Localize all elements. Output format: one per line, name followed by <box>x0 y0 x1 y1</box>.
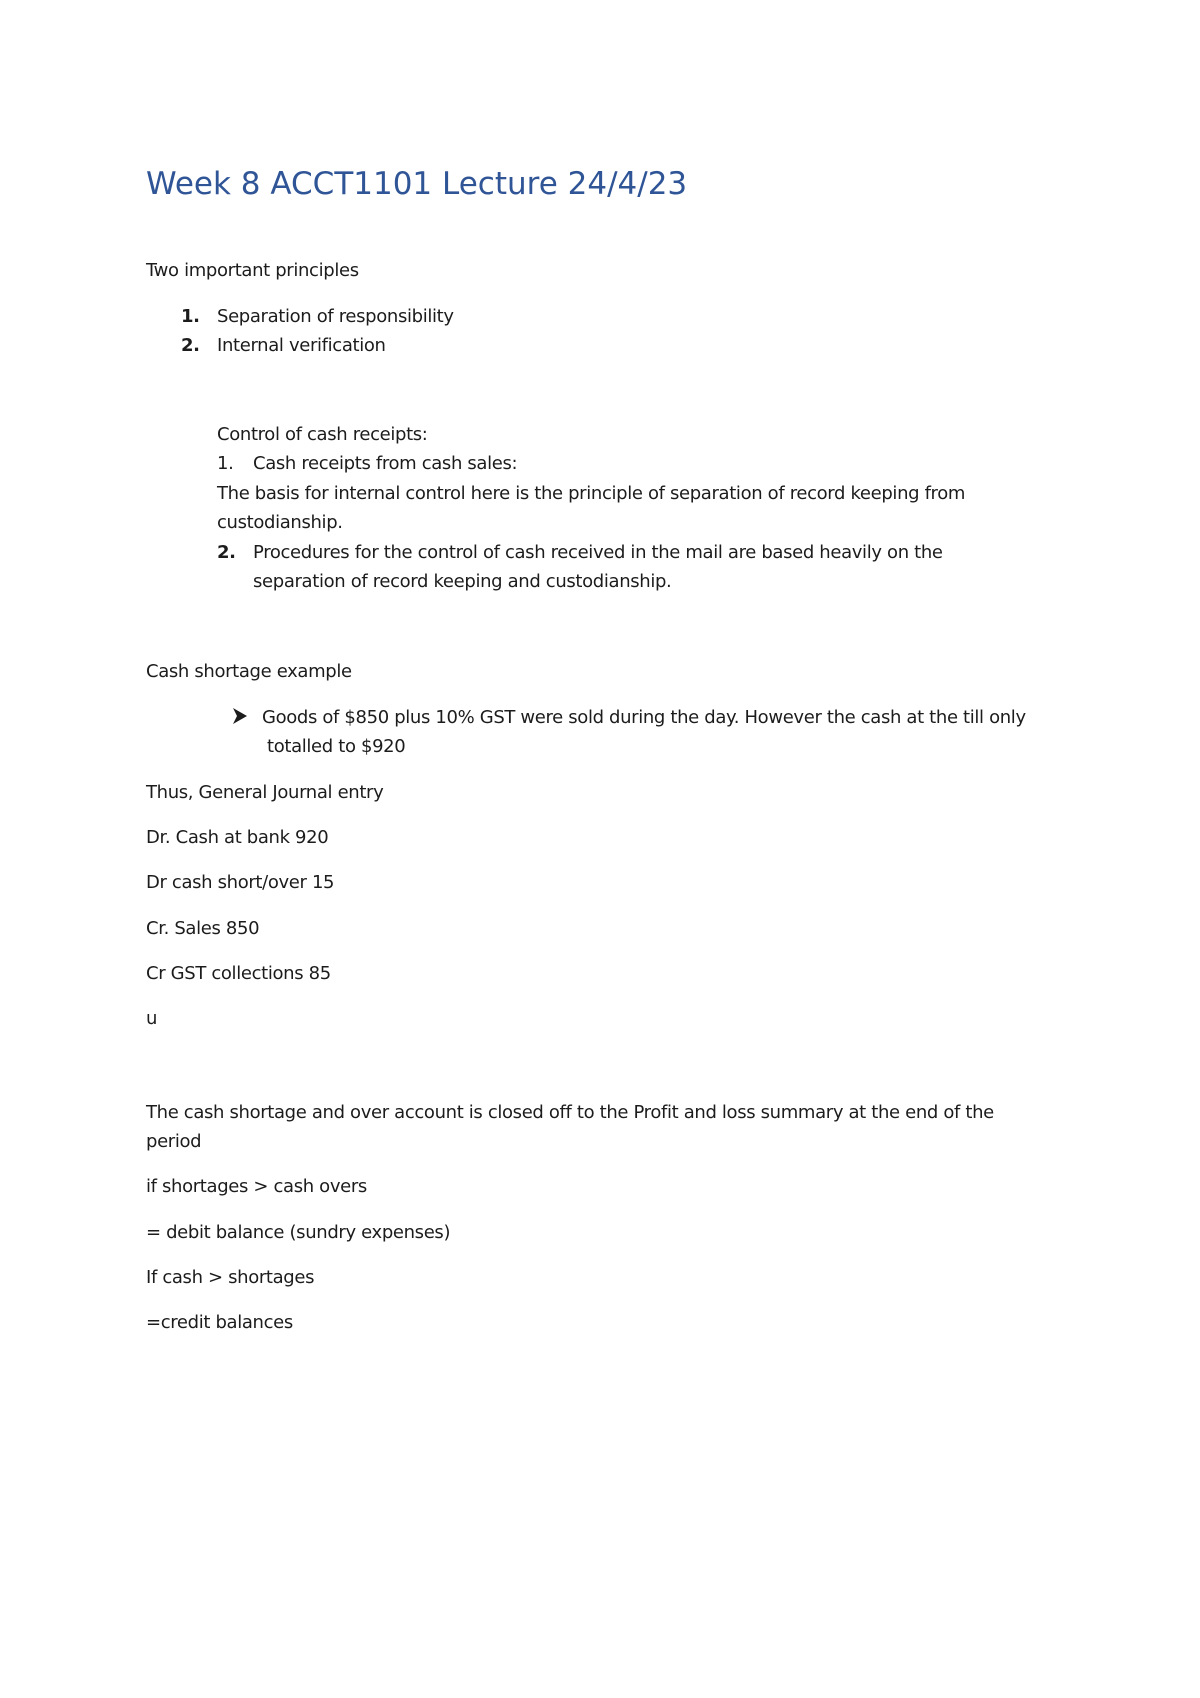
principle-number: 1. <box>181 306 200 327</box>
journal-entry: Cr GST collections 85 <box>146 963 331 984</box>
control-item-2-continued: separation of record keeping and custodianship. <box>253 571 672 592</box>
rule-line: If cash > shortages <box>146 1267 315 1288</box>
control-note-line-2: custodianship. <box>217 512 343 533</box>
principle-item-2 <box>181 331 386 360</box>
journal-entry: Dr cash short/over 15 <box>146 872 335 893</box>
principle-number: 2. <box>181 335 200 356</box>
control-label: Cash receipts from cash sales: <box>253 453 518 474</box>
rule-line: =credit balances <box>146 1312 293 1333</box>
intro-text: Two important principles <box>146 260 359 281</box>
principle-label: Separation of responsibility <box>217 306 454 327</box>
journal-entry: Dr. Cash at bank 920 <box>146 827 329 848</box>
arrowhead-bullet-icon <box>232 703 262 732</box>
control-heading: Control of cash receipts: <box>217 424 428 445</box>
control-item-2 <box>217 538 943 567</box>
control-number: 1. <box>217 453 234 474</box>
control-label: Procedures for the control of cash received in the mail are based heavily on the <box>253 542 943 563</box>
control-note-line-1: The basis for internal control here is the principle of separation of record keeping from <box>217 483 966 504</box>
bullet-text: Goods of $850 plus 10% GST were sold during the day. However the cash at the till only <box>262 707 1026 728</box>
journal-entry: Cr. Sales 850 <box>146 918 260 939</box>
control-item-1 <box>217 449 517 478</box>
journal-intro: Thus, General Journal entry <box>146 782 384 803</box>
example-heading: Cash shortage example <box>146 661 352 682</box>
bullet-text-continued: totalled to $920 <box>267 736 406 757</box>
rule-line: = debit balance (sundry expenses) <box>146 1222 451 1243</box>
page-title: Week 8 ACCT1101 Lecture 24/4/23 <box>146 166 688 202</box>
closing-text-line-2: period <box>146 1131 202 1152</box>
bullet-item <box>232 703 1026 732</box>
principle-item-1 <box>181 302 454 331</box>
principle-label: Internal verification <box>217 335 386 356</box>
closing-text-line-1: The cash shortage and over account is closed off to the Profit and loss summary at the end of the <box>146 1102 994 1123</box>
rule-line: if shortages > cash overs <box>146 1176 367 1197</box>
control-number: 2. <box>217 542 236 563</box>
journal-entry: u <box>146 1008 158 1029</box>
